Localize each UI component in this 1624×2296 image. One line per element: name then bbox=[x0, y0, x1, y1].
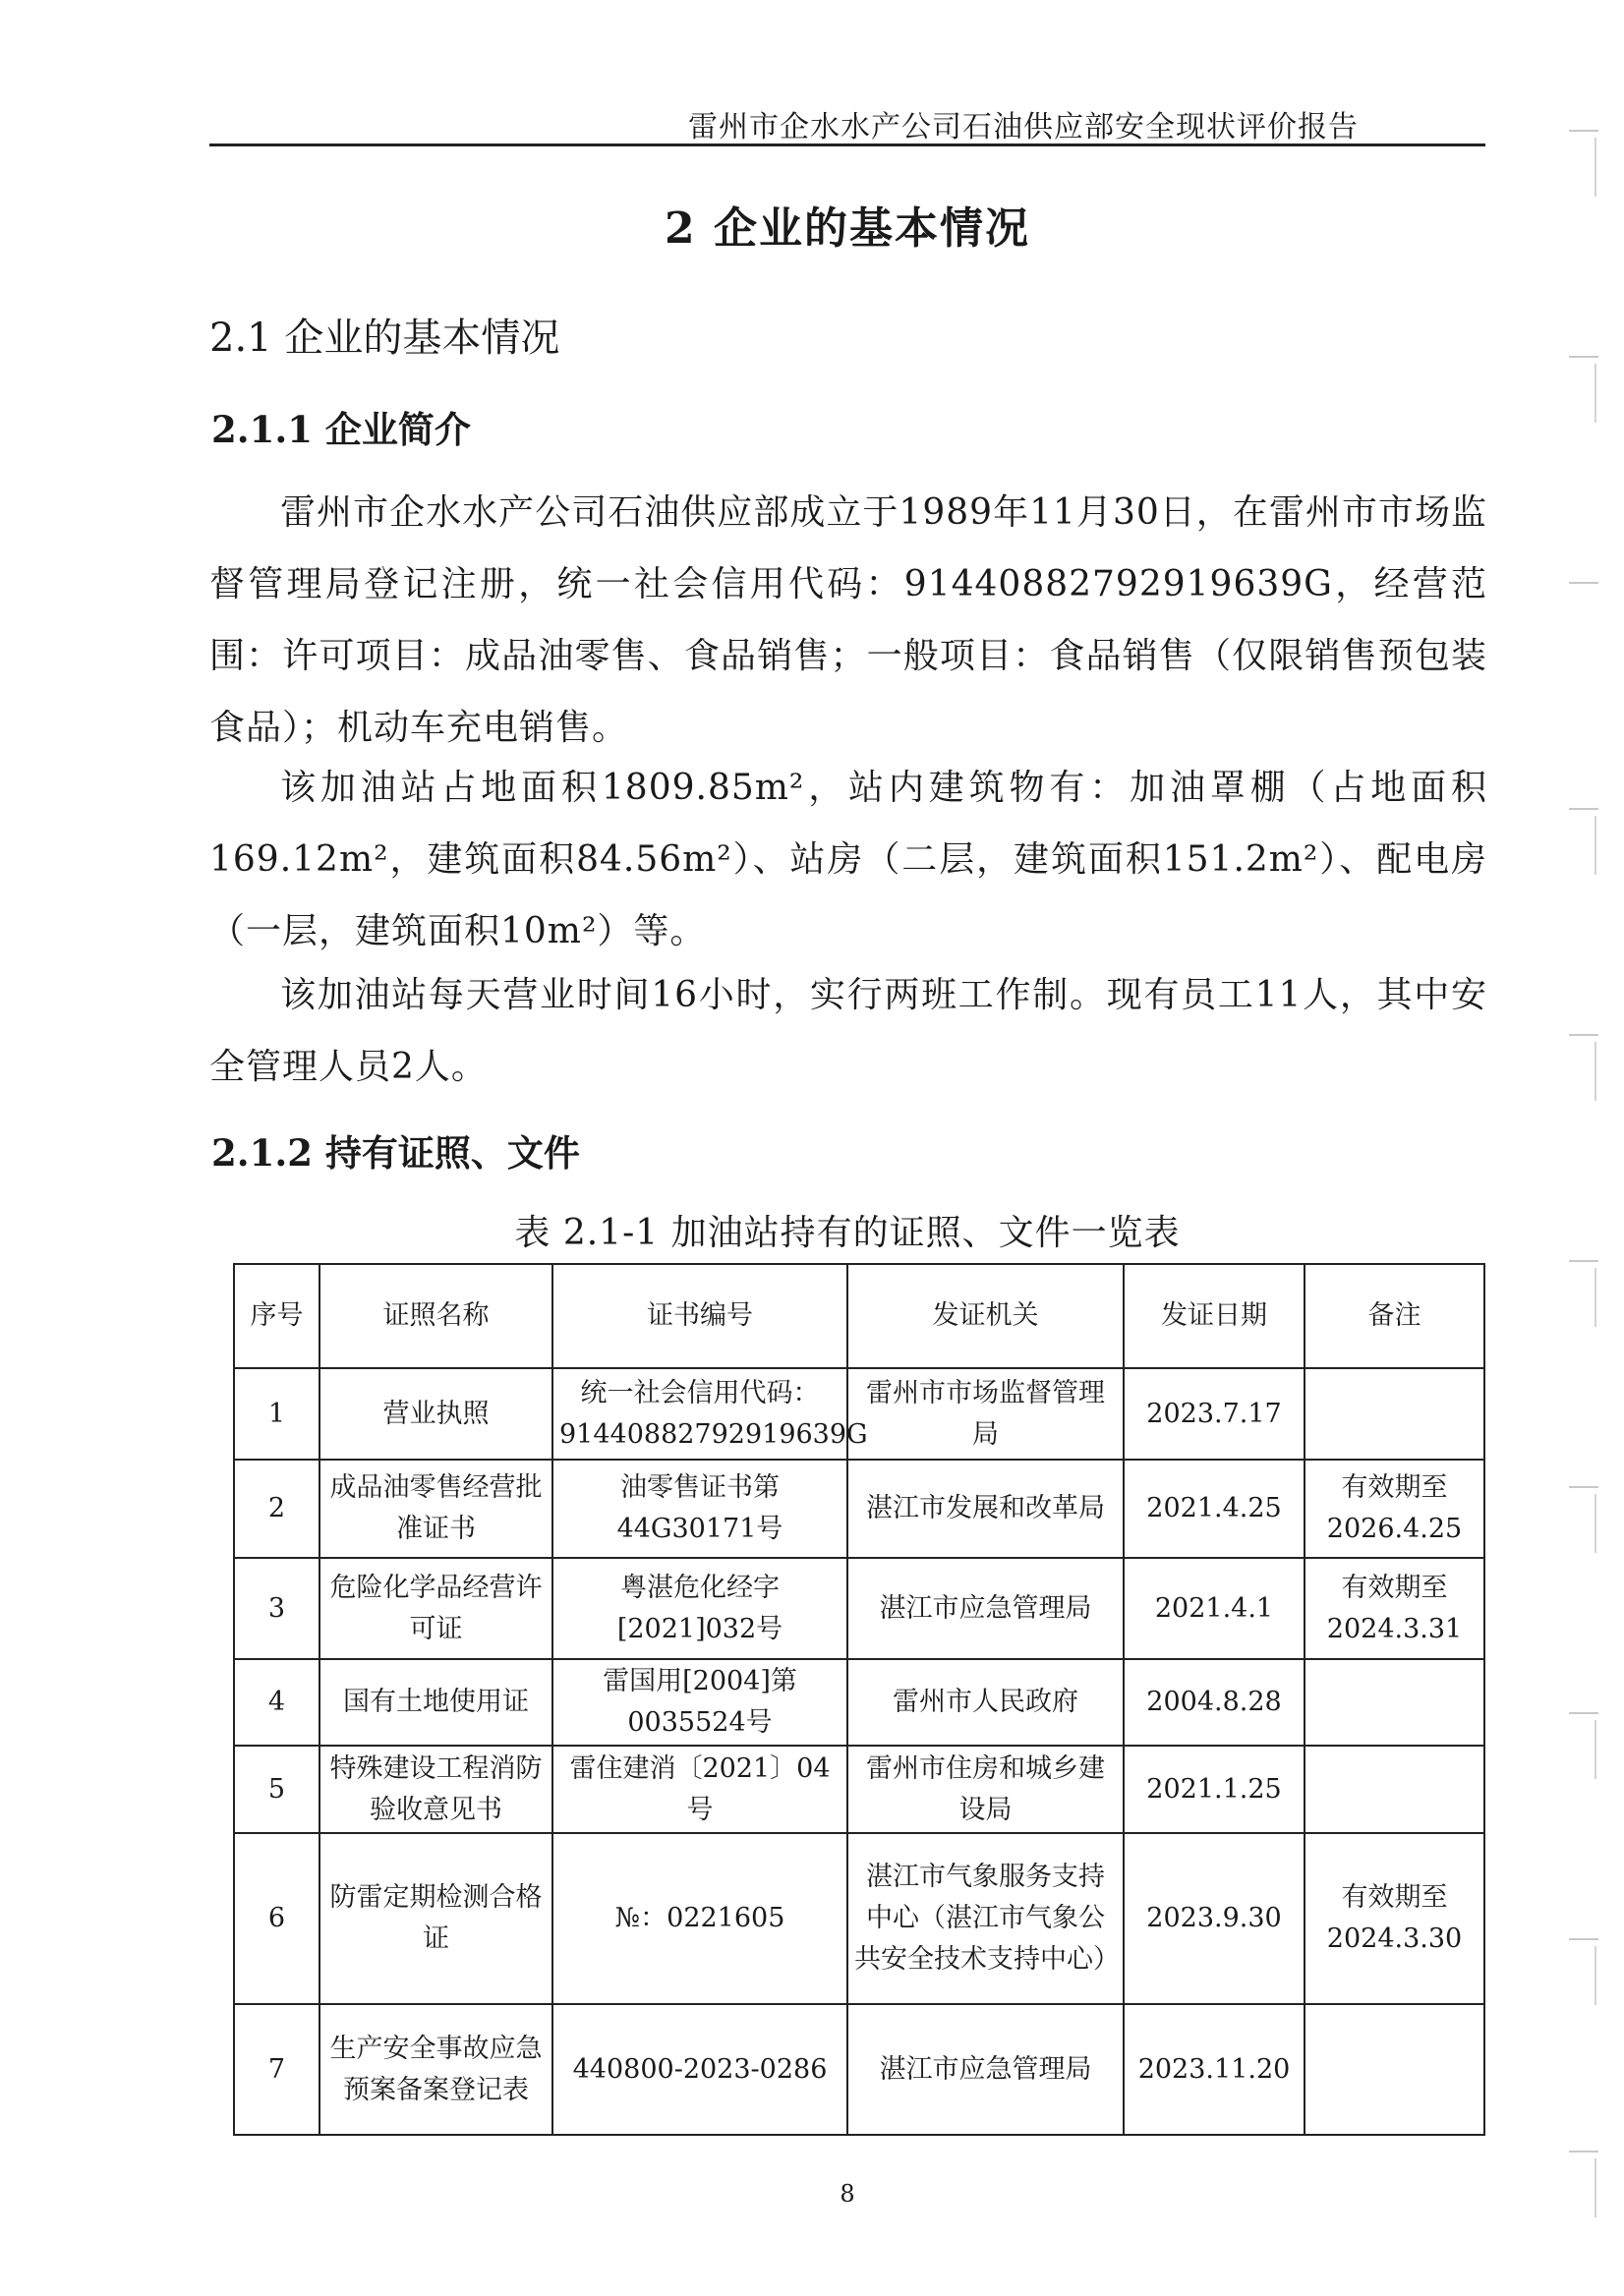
header-cell-issuer: 发证机关 bbox=[847, 1264, 1124, 1368]
scan-edge-mark bbox=[1569, 1712, 1598, 1714]
certificates-table bbox=[233, 1263, 1485, 2136]
header-cell-cert-number: 证书编号 bbox=[552, 1264, 847, 1368]
paragraph-staffing: 该加油站每天营业时间16小时，实行两班工作制。现有员工11人，其中安全管理人员2人。 bbox=[209, 975, 1487, 1087]
cell-remarks bbox=[1305, 2004, 1484, 2135]
cell-cert-number: 440800-2023-0286 bbox=[552, 2004, 847, 2135]
scan-edge-mark bbox=[1595, 1268, 1596, 1327]
cell-remarks bbox=[1305, 1746, 1484, 1833]
cell-remarks bbox=[1305, 1659, 1484, 1746]
header-cell-issue-date: 发证日期 bbox=[1124, 1264, 1305, 1368]
scan-edge-mark bbox=[1569, 1938, 1598, 1940]
table-header-row bbox=[234, 1264, 1484, 1368]
scan-edge-mark bbox=[1569, 1486, 1598, 1488]
cell-name: 危险化学品经营许可证 bbox=[319, 1558, 552, 1659]
header-rule bbox=[209, 144, 1485, 146]
subsection-heading-intro bbox=[211, 400, 471, 453]
subsection-number: 2.1.1 bbox=[211, 408, 313, 451]
header-cell-name: 证照名称 bbox=[319, 1264, 552, 1368]
table-row bbox=[234, 2004, 1484, 2135]
page-number: 8 bbox=[840, 2180, 855, 2208]
cell-issue-date: 2004.8.28 bbox=[1124, 1659, 1305, 1746]
cell-index: 4 bbox=[234, 1659, 319, 1746]
cell-issue-date: 2021.1.25 bbox=[1124, 1746, 1305, 1833]
paragraph-company-intro: 雷州市企水水产公司石油供应部成立于1989年11月30日，在雷州市市场监督管理局登记注册，统一社会信用代码：91440882792919639G，经营范围：许可项目：成品油零售、食品销售；一般项目：食品销售（仅限销售预包装食品）；机动车充电销售。 bbox=[209, 492, 1487, 748]
scan-edge-mark bbox=[1595, 1042, 1596, 1101]
scan-edge-mark bbox=[1569, 2151, 1598, 2152]
cell-remarks: 有效期至2026.4.25 bbox=[1305, 1460, 1484, 1558]
cell-issue-date: 2021.4.1 bbox=[1124, 1558, 1305, 1659]
cell-cert-number: 统一社会信用代码：91440882792919639G bbox=[552, 1368, 847, 1460]
cell-index: 1 bbox=[234, 1368, 319, 1460]
cell-cert-number: 粤湛危化经字[2021]032号 bbox=[552, 1558, 847, 1659]
scan-edge-mark bbox=[1569, 808, 1598, 810]
paragraph-site-area: 该加油站占地面积1809.85m²，站内建筑物有：加油罩棚（占地面积169.12m²，建筑面积84.56m²）、站房（二层，建筑面积151.2m²）、配电房（一层，建筑面积10m²）等。 bbox=[209, 768, 1487, 951]
scan-edge-mark bbox=[1595, 1494, 1596, 1553]
scan-edge-mark bbox=[1595, 364, 1596, 423]
subsection-heading-certificates bbox=[211, 1123, 580, 1177]
scan-edge-mark bbox=[1569, 1260, 1598, 1262]
table-row bbox=[234, 1460, 1484, 1558]
table-row bbox=[234, 1746, 1484, 1833]
scan-edge-mark bbox=[1595, 138, 1596, 197]
cell-cert-number: 雷住建消〔2021〕04号 bbox=[552, 1746, 847, 1833]
scan-edge-mark bbox=[1569, 1034, 1598, 1036]
subsection-title: 企业简介 bbox=[324, 408, 471, 451]
cell-issue-date: 2021.4.25 bbox=[1124, 1460, 1305, 1558]
cell-name: 成品油零售经营批准证书 bbox=[319, 1460, 552, 1558]
cell-index: 6 bbox=[234, 1833, 319, 2004]
cell-index: 3 bbox=[234, 1558, 319, 1659]
cell-name: 生产安全事故应急预案备案登记表 bbox=[319, 2004, 552, 2135]
cell-name: 国有土地使用证 bbox=[319, 1659, 552, 1746]
running-header-title: 雷州市企水水产公司石油供应部安全现状评价报告 bbox=[688, 110, 1359, 144]
section-title: 2.1 企业的基本情况 bbox=[209, 316, 560, 361]
cell-name: 营业执照 bbox=[319, 1368, 552, 1460]
chapter-title: 2 企业的基本情况 bbox=[665, 203, 1030, 254]
header-cell-remarks: 备注 bbox=[1305, 1264, 1484, 1368]
scan-edge-mark bbox=[1595, 816, 1596, 875]
cell-index: 2 bbox=[234, 1460, 319, 1558]
cell-remarks: 有效期至2024.3.30 bbox=[1305, 1833, 1484, 2004]
scan-edge-mark bbox=[1569, 130, 1598, 132]
scan-edge-mark bbox=[1595, 1946, 1596, 2005]
cell-issue-date: 2023.9.30 bbox=[1124, 1833, 1305, 2004]
cell-remarks: 有效期至2024.3.31 bbox=[1305, 1558, 1484, 1659]
scan-edge-mark bbox=[1569, 582, 1598, 584]
cell-cert-number: №：0221605 bbox=[552, 1833, 847, 2004]
table-row bbox=[234, 1659, 1484, 1746]
cell-issue-date: 2023.7.17 bbox=[1124, 1368, 1305, 1460]
cell-issuer: 雷州市住房和城乡建设局 bbox=[847, 1746, 1124, 1833]
cell-name: 特殊建设工程消防验收意见书 bbox=[319, 1746, 552, 1833]
table-row bbox=[234, 1558, 1484, 1659]
table-row bbox=[234, 1833, 1484, 2004]
cell-cert-number: 油零售证书第44G30171号 bbox=[552, 1460, 847, 1558]
table-row bbox=[234, 1368, 1484, 1460]
cell-cert-number: 雷国用[2004]第0035524号 bbox=[552, 1659, 847, 1746]
table-caption: 表 2.1-1 加油站持有的证照、文件一览表 bbox=[514, 1213, 1181, 1253]
header-cell-index: 序号 bbox=[234, 1264, 319, 1368]
cell-issue-date: 2023.11.20 bbox=[1124, 2004, 1305, 2135]
cell-issuer: 湛江市应急管理局 bbox=[847, 2004, 1124, 2135]
cell-issuer: 雷州市人民政府 bbox=[847, 1659, 1124, 1746]
cell-remarks bbox=[1305, 1368, 1484, 1460]
subsection-title: 持有证照、文件 bbox=[324, 1131, 580, 1175]
cell-name: 防雷定期检测合格证 bbox=[319, 1833, 552, 2004]
cell-issuer: 湛江市发展和改革局 bbox=[847, 1460, 1124, 1558]
cell-index: 5 bbox=[234, 1746, 319, 1833]
cell-issuer: 雷州市市场监督管理局 bbox=[847, 1368, 1124, 1460]
scan-edge-mark bbox=[1595, 2158, 1596, 2217]
cell-issuer: 湛江市气象服务支持中心（湛江市气象公共安全技术支持中心） bbox=[847, 1833, 1124, 2004]
cell-issuer: 湛江市应急管理局 bbox=[847, 1558, 1124, 1659]
cell-index: 7 bbox=[234, 2004, 319, 2135]
scan-edge-mark bbox=[1595, 1720, 1596, 1779]
subsection-number: 2.1.2 bbox=[211, 1131, 313, 1175]
scan-edge-mark bbox=[1569, 356, 1598, 358]
